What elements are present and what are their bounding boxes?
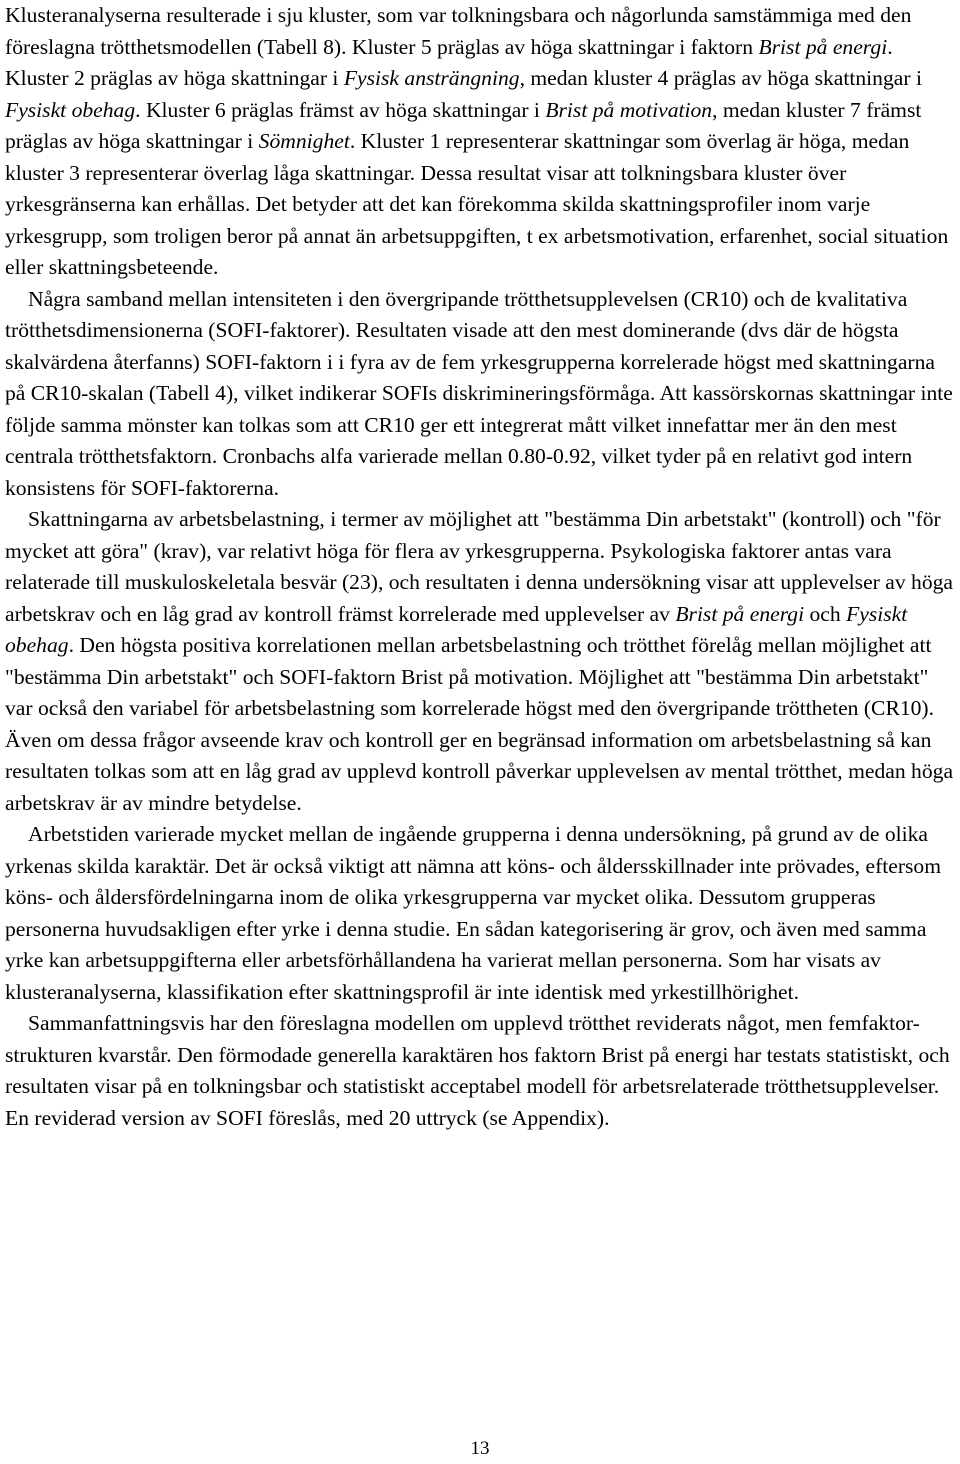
page-number: 13	[470, 1438, 490, 1459]
italic-term: Fysiskt obehag	[5, 97, 136, 122]
italic-term: Brist på energi	[758, 34, 888, 59]
text-run: . Kluster 1 representerar skattningar som överlag är höga, medan kluster 3 representerar överlag låga skattningar. Dessa resultat visar att tolkningsbara kluster över yrkesgränserna kan erhållas. Det betyder att det kan förekomma skilda skattningsprofiler inom varje yrkesgrupp, som troligen beror på annat än arbetsuppgiften, t ex arbetsmotivation, erfarenhet, social situation eller skattningsbeteende.	[5, 129, 949, 279]
italic-term: Brist på energi	[675, 601, 805, 626]
paragraph	[5, 0, 960, 284]
paragraph	[5, 284, 960, 505]
paragraph	[5, 504, 960, 819]
italic-term: Fysiskt obehag	[5, 601, 908, 657]
text-run: och	[804, 601, 847, 626]
italic-term: Fysisk ansträngning	[343, 66, 520, 90]
text-run: . Den högsta positiva korrelationen mellan arbetsbelastning och trötthet förelåg mellan möjlighet att "bestämma Din arbetstakt" och SOFI-faktorn Brist på motivation. Möjlighet att "bestämma Din arbetstakt" var också den variabel för arbetsbelastning som korrelerade högst med den övergripande tröttheten (CR10). Även om dessa frågor avseende krav och kontroll ger en begränsad information om arbetsbelastning så kan resultaten tolkas som att en låg grad av upplevd kontroll påverkar upplevelsen av mental trötthet, medan höga arbetskrav är av mindre betydelse.	[5, 633, 954, 815]
italic-term: Sömnighet	[258, 129, 350, 153]
text-run: Klusteranalyserna resulterade i sju kluster, som var tolkningsbara och någorlunda samstämmiga med den föreslagna trötthetsmodellen (Tabell 8). Kluster 5 präglas av höga skattningar i faktorn	[5, 3, 912, 59]
italic-term: Brist på motivation	[545, 97, 713, 122]
paragraph	[5, 819, 960, 1008]
text-run: Sammanfattningsvis har den föreslagna modellen om upplevd trötthet reviderats något, men femfaktor-strukturen kvarstår. Den förmodade generella karaktären hos faktorn Brist på energi har testats statistiskt, och resultaten visar på en tolkningsbar och statistiskt acceptabel modell för arbetsrelaterade trötthetsupplevelser. En reviderad version av SOFI föreslås, med 20 uttryck (se Appendix).	[5, 1011, 950, 1130]
paragraph	[5, 1008, 960, 1134]
document-body	[5, 0, 960, 1134]
text-run: . Kluster 6 präglas främst av höga skattningar i	[135, 97, 546, 122]
text-run: . Kluster 2 präglas av höga skattningar i	[5, 34, 893, 90]
text-run: , medan kluster 7 främst präglas av höga skattningar i	[5, 97, 922, 153]
text-run: Arbetstiden varierade mycket mellan de ingående grupperna i denna undersökning, på grund av de olika yrkenas skilda karaktär. Det är också viktigt att nämna att köns- och åldersskillnader inte prövades, eftersom köns- och åldersfördelningarna inom de olika yrkesgrupperna var mycket olika. Dessutom grupperas personerna huvudsakligen efter yrke i denna studie. En sådan kategorisering är grov, och även med samma yrke kan arbetsuppgifterna eller arbetsförhållandena ha varierat mellan personerna. Som har visats av klusteranalyserna, klassifikation efter skattningsprofil är inte identisk med yrkestillhörighet.	[5, 822, 942, 1004]
text-run: Några samband mellan intensiteten i den övergripande trötthetsupplevelsen (CR10) och de kvalitativa trötthetsdimensionerna (SOFI-faktorer). Resultaten visade att den mest dominerande (dvs där de högsta skalvärdena återfanns) SOFI-faktorn i i fyra av de fem yrkesgrupperna korrelerade högst med skattningarna på CR10-skalan (Tabell 4), vilket indikerar SOFIs diskrimineringsförmåga. Att kassörskornas skattningar inte följde samma mönster kan tolkas som att CR10 ger ett integrerat mått vilket innefattar mer än den mest centrala trötthetsfaktorn. Cronbachs alfa varierade mellan 0.80-0.92, vilket tyder på en relativt god intern konsistens för SOFI-faktorerna.	[5, 286, 953, 500]
text-run: , medan kluster 4 präglas av höga skattningar i	[519, 66, 922, 90]
text-run: Skattningarna av arbetsbelastning, i termer av möjlighet att "bestämma Din arbetstakt" (kontroll) och "för mycket att göra" (krav), var relativt höga för flera av yrkesgrupperna. Psykologiska faktorer antas vara relaterade till muskuloskeletala besvär (23), och resultaten i denna undersökning visar att upplevelser av höga arbetskrav och en låg grad av kontroll främst korrelerade med upplevelser av	[5, 507, 954, 626]
